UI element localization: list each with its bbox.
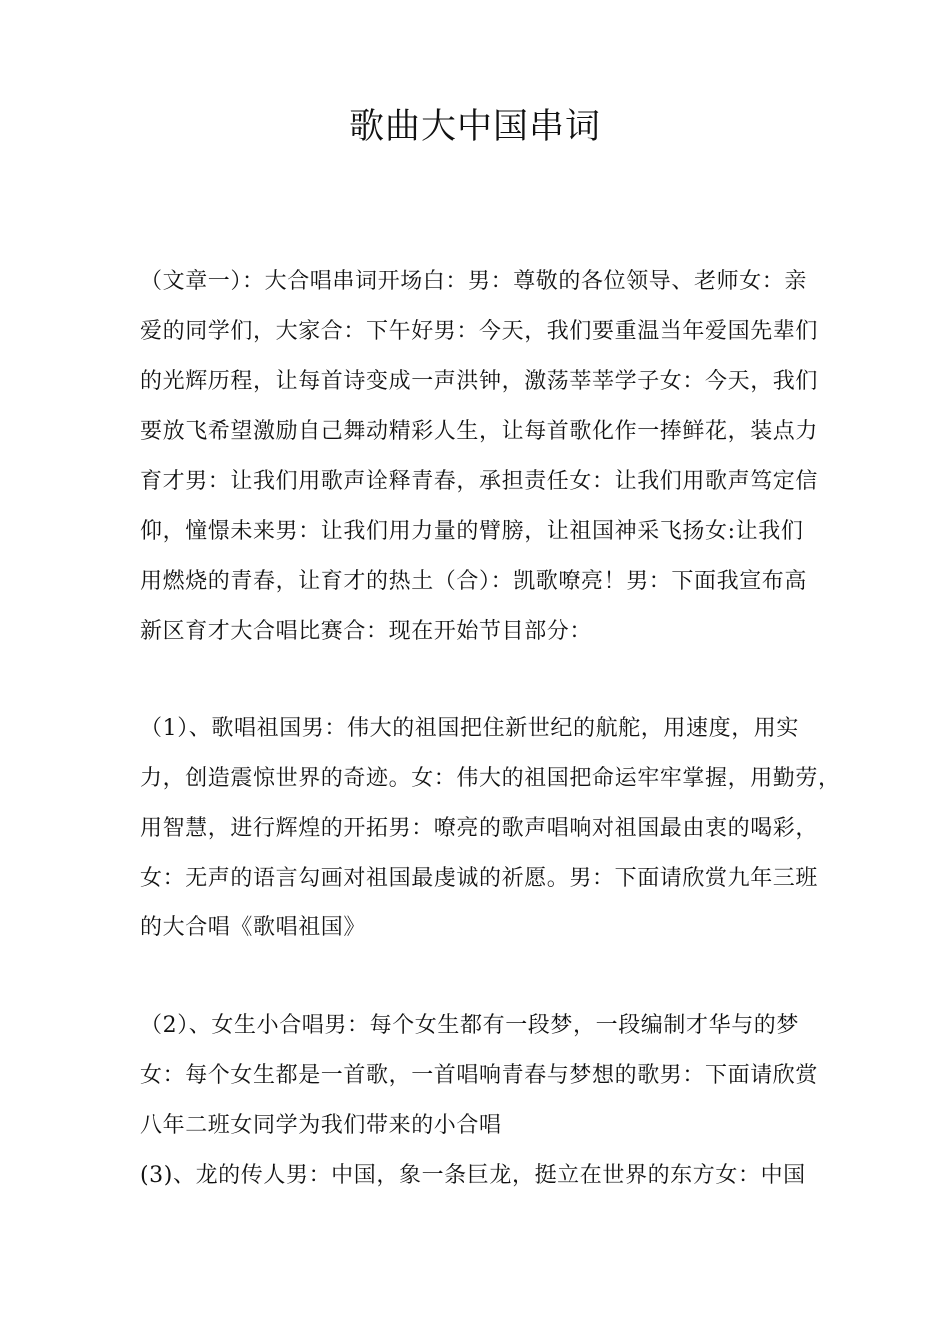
text-line: （1）、歌唱祖国男：伟大的祖国把住新世纪的航舵，用速度，用实 — [140, 716, 799, 741]
text-line: 新区育才大合唱比赛合：现在开始节目部分： — [140, 619, 593, 644]
text-line: 要放飞希望激励自己舞动精彩人生，让每首歌化作一捧鲜花，装点力 — [140, 419, 819, 444]
document-title: 歌曲大中国串词 — [348, 107, 601, 147]
text-line: 用燃烧的青春，让育才的热土（合）：凯歌嘹亮！男：下面我宣布高 — [140, 569, 808, 594]
text-line: 力，创造震惊世界的奇迹。女：伟大的祖国把命运牢牢掌握，用勤劳， — [140, 766, 841, 791]
text-line: 的光辉历程，让每首诗变成一声洪钟，激荡莘莘学子女：今天，我们 — [140, 369, 819, 394]
text-line: (3)、龙的传人男：中国，象一条巨龙，挺立在世界的东方女：中国 — [140, 1163, 806, 1188]
text-line: 育才男：让我们用歌声诠释青春，承担责任女：让我们用歌声笃定信 — [140, 469, 819, 494]
text-line: 女：无声的语言勾画对祖国最虔诚的祈愿。男：下面请欣赏九年三班 — [140, 866, 819, 891]
text-line: 用智慧，进行辉煌的开拓男：嘹亮的歌声唱响对祖国最由衷的喝彩， — [140, 816, 819, 841]
text-line: 女：每个女生都是一首歌，一首唱响青春与梦想的歌男：下面请欣赏 — [140, 1063, 819, 1088]
text-line: 仰，憧憬未来男：让我们用力量的臂膀，让祖国神采飞扬女:让我们 — [140, 519, 804, 544]
text-line: （2）、女生小合唱男：每个女生都有一段梦，一段编制才华与的梦 — [140, 1013, 799, 1038]
text-line: 的大合唱《歌唱祖国》 — [140, 915, 367, 940]
text-line: （文章一）：大合唱串词开场白：男：尊敬的各位领导、老师女：亲 — [140, 269, 808, 294]
text-line: 爱的同学们，大家合：下午好男：今天，我们要重温当年爱国先辈们 — [140, 319, 819, 344]
text-line: 八年二班女同学为我们带来的小合唱 — [140, 1113, 502, 1138]
